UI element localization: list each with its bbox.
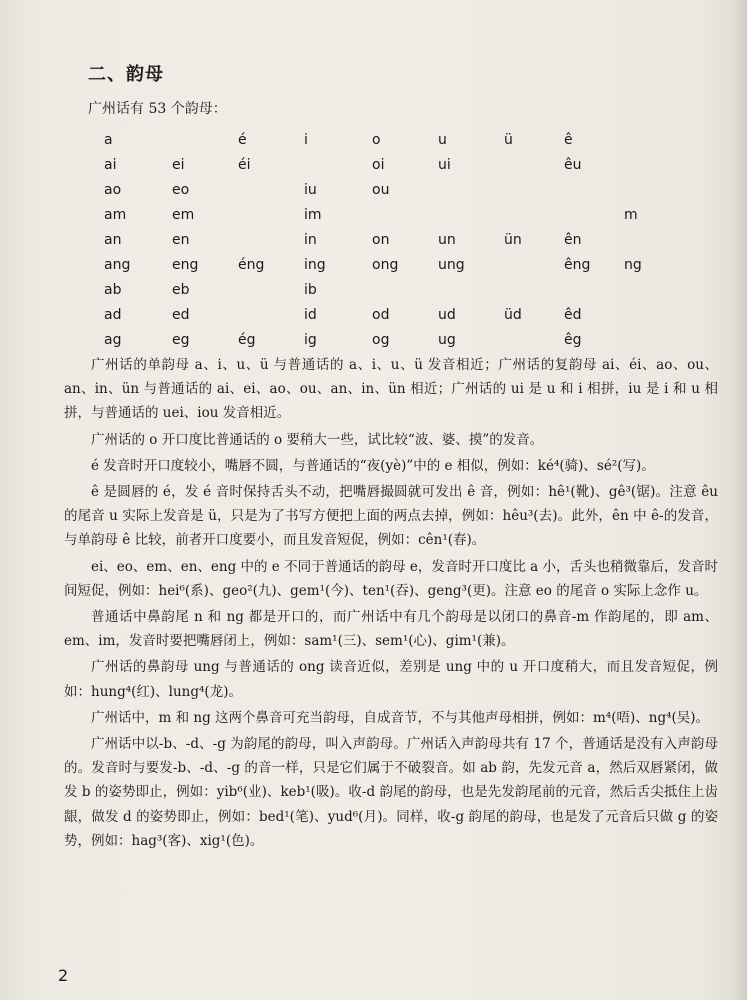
- final-cell: ab: [104, 281, 122, 298]
- finals-row: [104, 177, 654, 202]
- paragraph: é 发音时开口度较小，嘴唇不圆，与普通话的“夜(yè)”中的 e 相似，例如：ké⁴(骑)、sé²(写)。: [91, 457, 655, 474]
- final-cell: [438, 177, 504, 202]
- final-cell: in: [304, 231, 317, 248]
- final-cell: ag: [104, 331, 122, 348]
- final-cell: [504, 202, 564, 227]
- final-cell: eo: [172, 181, 190, 198]
- final-cell: [238, 177, 304, 202]
- finals-row: [104, 227, 654, 252]
- final-cell: od: [372, 306, 390, 323]
- paragraph: 广州话的 o 开口度比普通话的 o 要稍大一些，试比较“波、婆、摸”的发音。: [91, 431, 544, 448]
- final-cell: [238, 302, 304, 327]
- final-cell: ug: [438, 331, 456, 348]
- final-cell: ud: [438, 306, 456, 323]
- intro-text: 广州话有 53 个韵母：: [88, 101, 227, 117]
- final-cell: m: [624, 206, 638, 223]
- final-cell: ou: [372, 181, 390, 198]
- final-cell: ib: [304, 281, 317, 298]
- final-cell: u: [438, 131, 447, 148]
- final-cell: [564, 277, 624, 302]
- finals-row: [104, 302, 654, 327]
- final-cell: üd: [504, 306, 522, 323]
- final-cell: ig: [304, 331, 317, 348]
- final-cell: i: [304, 131, 308, 148]
- final-cell: ing: [304, 256, 326, 273]
- final-cell: êg: [564, 331, 582, 348]
- finals-row: [104, 277, 654, 302]
- final-cell: ui: [438, 156, 451, 173]
- final-cell: ong: [372, 256, 399, 273]
- finals-row: [104, 127, 654, 152]
- paragraph: 广州话中以-b、-d、-g 为韵尾的韵母，叫入声韵母。广州话入声韵母共有 17 个，普通话是没有入声韵母的。发音时与要发-b、-d、-g 的音一样，只是它们属于不破裂音。如 ab 韵，先发元音 a，然后双唇紧闭，做发 b 的姿势即止，例如：yib⁶(业)、keb¹(吸)。收-d 韵尾的韵母，也是先发韵尾前的元音，然后舌尖抵住上齿龈，做发 d 的姿势即止，例如：bed¹(笔)、yud⁶(月)。同样，收-g 韵尾的韵母，也是发了元音后只做 g 的姿势，例如：hag³(客)、xig¹(色)。: [64, 736, 718, 849]
- final-cell: an: [104, 231, 122, 248]
- final-cell: am: [104, 206, 127, 223]
- final-cell: êd: [564, 306, 582, 323]
- final-cell: em: [172, 206, 195, 223]
- paragraph: 普通话中鼻韵尾 n 和 ng 都是开口的，而广州话中有几个韵母是以闭口的鼻音-m 作韵尾的，即 am、em、im，发音时要把嘴唇闭上，例如：sam¹(三)、sem¹(心)、gim¹(兼)。: [64, 609, 718, 650]
- finals-row: [104, 202, 654, 227]
- final-cell: on: [372, 231, 390, 248]
- final-cell: eng: [172, 256, 199, 273]
- final-cell: [438, 202, 504, 227]
- paragraph: 广州话中，m 和 ng 这两个鼻音可充当韵母，自成音节，不与其他声母相拼，例如：m⁴(唔)、ng⁴(吴)。: [91, 709, 710, 726]
- final-cell: ün: [504, 231, 522, 248]
- final-cell: ed: [172, 306, 190, 323]
- final-cell: [238, 227, 304, 252]
- final-cell: id: [304, 306, 317, 323]
- final-cell: [504, 152, 564, 177]
- final-cell: [238, 277, 304, 302]
- final-cell: [624, 127, 654, 152]
- final-cell: [238, 202, 304, 227]
- final-cell: [504, 277, 564, 302]
- paragraph: ei、eo、em、en、eng 中的 e 不同于普通话的韵母 e，发音时开口度比 a 小，舌头也稍微靠后，发音时间短促，例如：hei⁶(系)、geo²(九)、gem¹(今)、ten¹(吞)、geng³(更)。注意 eo 的尾音 o 实际上念作 u。: [64, 558, 718, 599]
- final-cell: o: [372, 131, 381, 148]
- final-cell: [564, 202, 624, 227]
- final-cell: éi: [238, 156, 251, 173]
- final-cell: eb: [172, 281, 190, 298]
- final-cell: [624, 302, 654, 327]
- paragraph: 广州话的单韵母 a、i、u、ü 与普通话的 a、i、u、ü 发音相近；广州话的复韵母 ai、éi、ao、ou、an、in、ün 与普通话的 ai、ei、ao、ou、an、in、ün 相近；广州话的 ui 是 u 和 i 相拼，iu 是 i 和 u 相拼，与普通话的 uei、iou 发音相近。: [64, 357, 718, 422]
- final-cell: êng: [564, 256, 591, 273]
- page-edge-shadow: [733, 0, 747, 1000]
- final-cell: im: [304, 206, 322, 223]
- final-cell: [624, 152, 654, 177]
- final-cell: ai: [104, 156, 117, 173]
- final-cell: éng: [238, 256, 265, 273]
- final-cell: eg: [172, 331, 190, 348]
- final-cell: un: [438, 231, 456, 248]
- final-cell: [504, 252, 564, 277]
- final-cell: [624, 327, 654, 352]
- paragraph: 广州话的鼻韵母 ung 与普通话的 ong 读音近似，差别是 ung 中的 u 开口度稍大，而且发音短促，例如：hung⁴(红)、lung⁴(龙)。: [64, 659, 718, 700]
- final-cell: [564, 177, 624, 202]
- final-cell: ung: [438, 256, 465, 273]
- final-cell: ég: [238, 331, 256, 348]
- final-cell: [372, 277, 438, 302]
- page-number: 2: [58, 966, 69, 985]
- final-cell: oi: [372, 156, 385, 173]
- final-cell: [504, 327, 564, 352]
- finals-row: [104, 252, 654, 277]
- body-text: [64, 353, 718, 855]
- final-cell: [624, 177, 654, 202]
- final-cell: é: [238, 131, 247, 148]
- final-cell: ad: [104, 306, 122, 323]
- final-cell: ü: [504, 131, 513, 148]
- final-cell: iu: [304, 181, 317, 198]
- final-cell: ei: [172, 156, 185, 173]
- finals-table: [104, 127, 654, 352]
- finals-row: [104, 152, 654, 177]
- final-cell: a: [104, 131, 113, 148]
- final-cell: [372, 202, 438, 227]
- final-cell: [504, 177, 564, 202]
- final-cell: êu: [564, 156, 582, 173]
- final-cell: [624, 227, 654, 252]
- final-cell: ên: [564, 231, 582, 248]
- final-cell: ng: [624, 256, 642, 273]
- final-cell: ê: [564, 131, 573, 148]
- final-cell: [172, 127, 238, 152]
- final-cell: ang: [104, 256, 131, 273]
- final-cell: og: [372, 331, 390, 348]
- final-cell: [304, 152, 372, 177]
- final-cell: [438, 277, 504, 302]
- final-cell: ao: [104, 181, 122, 198]
- final-cell: en: [172, 231, 190, 248]
- paragraph: ê 是圆唇的 é，发 é 音时保持舌头不动，把嘴唇撮圆就可发出 ê 音，例如：hê¹(靴)、gê³(锯)。注意 êu 的尾音 u 实际上发音是 ü，只是为了书写方便把上面的两点去掉，例如：hêu³(去)。此外，ên 中 ê-的发音，与单韵母 ê 比较，前者开口度要小，而且发音短促，例如：cên¹(春)。: [64, 484, 718, 549]
- finals-row: [104, 327, 654, 352]
- section-title: 二、韵母: [88, 64, 164, 85]
- final-cell: [624, 277, 654, 302]
